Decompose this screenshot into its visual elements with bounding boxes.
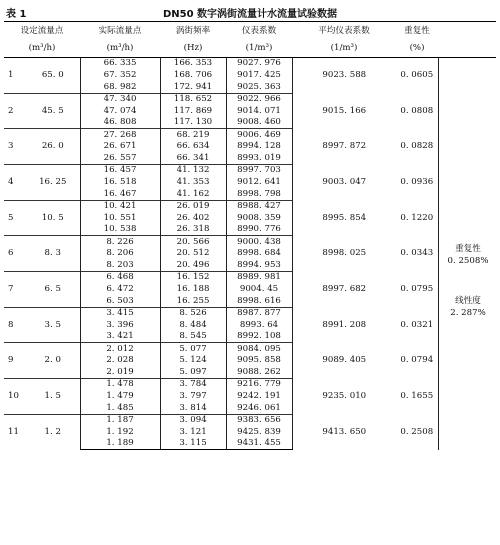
overall-repeatability-value: 0. 2508%: [447, 255, 489, 266]
group-index: 5: [4, 200, 26, 236]
vortex-frequency-cell: 166. 353: [160, 58, 226, 70]
vortex-frequency-cell: 26. 402: [160, 212, 226, 224]
table-row: [4, 93, 496, 105]
vortex-frequency-cell: 66. 634: [160, 141, 226, 153]
vortex-frequency-cell: 3. 115: [160, 438, 226, 450]
group-index: 6: [4, 236, 26, 272]
table-title: DN50 数字涡街流量计水流量试验数据: [162, 9, 338, 20]
header-set-flow: 设定流量点: [4, 22, 80, 41]
vortex-frequency-cell: 3. 797: [160, 390, 226, 402]
set-flow-point: 10. 5: [26, 200, 80, 236]
actual-flow-cell: 3. 415: [80, 307, 160, 319]
actual-flow-cell: 1. 192: [80, 426, 160, 438]
table-row: [4, 200, 496, 212]
header-repeatability-unit: (%): [396, 40, 438, 58]
repeatability-value: 0. 0795: [400, 284, 434, 295]
meter-coefficient-cell: 9014. 071: [226, 105, 292, 117]
meter-coefficient-cell: 8988. 427: [226, 200, 292, 212]
meter-coefficient-cell: 9017. 425: [226, 69, 292, 81]
table-header: [4, 22, 496, 58]
table-row: [4, 343, 496, 355]
average-coefficient: 9015. 166: [322, 105, 367, 116]
actual-flow-cell: 2. 028: [80, 355, 160, 367]
actual-flow-cell: 47. 074: [80, 105, 160, 117]
meter-coefficient-cell: 9008. 460: [226, 117, 292, 129]
average-coefficient: 8997. 872: [322, 141, 367, 152]
actual-flow-cell: 1. 189: [80, 438, 160, 450]
set-flow-point: 65. 0: [26, 58, 80, 94]
meter-coefficient-cell: 9431. 455: [226, 438, 292, 450]
actual-flow-cell: 1. 478: [80, 379, 160, 391]
meter-coefficient-cell: 9012. 641: [226, 176, 292, 188]
meter-coefficient-cell: 9246. 061: [226, 402, 292, 414]
overall-repeatability: [438, 244, 498, 267]
meter-coefficient-cell: 8990. 776: [226, 224, 292, 236]
meter-coefficient-cell: 9022. 966: [226, 93, 292, 105]
vortex-frequency-cell: 3. 784: [160, 379, 226, 391]
average-coefficient: 8991. 208: [322, 319, 367, 330]
actual-flow-cell: 67. 352: [80, 69, 160, 81]
header-blank: [438, 22, 496, 41]
average-coefficient: 9003. 047: [322, 177, 367, 188]
actual-flow-cell: 3. 396: [80, 319, 160, 331]
vortex-frequency-cell: 168. 706: [160, 69, 226, 81]
actual-flow-cell: 8. 206: [80, 248, 160, 260]
actual-flow-cell: 26. 557: [80, 153, 160, 165]
repeatability-value: 0. 0808: [400, 105, 434, 116]
table-row: [4, 165, 496, 177]
meter-coefficient-cell: 8993. 64: [226, 319, 292, 331]
meter-coefficient-cell: 8998. 684: [226, 248, 292, 260]
actual-flow-cell: 6. 503: [80, 295, 160, 307]
repeatability-value: 0. 1655: [400, 391, 434, 402]
repeatability-value: 0. 0936: [400, 177, 434, 188]
actual-flow-cell: 16. 467: [80, 188, 160, 200]
group-index: 7: [4, 272, 26, 308]
vortex-frequency-cell: 20. 566: [160, 236, 226, 248]
set-flow-point: 1. 5: [26, 379, 80, 415]
overall-repeatability-label: 重复性: [455, 244, 481, 254]
average-coefficient: 9089. 405: [322, 355, 367, 366]
vortex-frequency-cell: 41. 162: [160, 188, 226, 200]
table-row: [4, 307, 496, 319]
actual-flow-cell: 27. 268: [80, 129, 160, 141]
table-row: [4, 58, 496, 70]
meter-coefficient-cell: 8993. 019: [226, 153, 292, 165]
group-index: 9: [4, 343, 26, 379]
header-set-flow-unit: (m³/h): [4, 40, 80, 58]
set-flow-point: 16. 25: [26, 165, 80, 201]
actual-flow-cell: 16. 457: [80, 165, 160, 177]
actual-flow-cell: 8. 226: [80, 236, 160, 248]
set-flow-point: 1. 2: [26, 414, 80, 450]
overall-linearity: [438, 296, 498, 319]
actual-flow-cell: 3. 421: [80, 331, 160, 343]
actual-flow-cell: 26. 671: [80, 141, 160, 153]
meter-coefficient-cell: 8998. 798: [226, 188, 292, 200]
repeatability-value: 0. 0794: [400, 355, 434, 366]
vortex-frequency-cell: 3. 094: [160, 414, 226, 426]
vortex-frequency-cell: 5. 077: [160, 343, 226, 355]
average-coefficient: 9413. 650: [322, 426, 367, 437]
group-index: 1: [4, 58, 26, 94]
vortex-frequency-cell: 5. 124: [160, 355, 226, 367]
table-label: 表 1: [6, 9, 27, 20]
vortex-frequency-cell: 16. 255: [160, 295, 226, 307]
vortex-frequency-cell: 3. 121: [160, 426, 226, 438]
overall-linearity-value: 2. 287%: [450, 307, 486, 318]
vortex-frequency-cell: 41. 353: [160, 176, 226, 188]
vortex-frequency-cell: 20. 512: [160, 248, 226, 260]
meter-coefficient-cell: 9027. 976: [226, 58, 292, 70]
set-flow-point: 3. 5: [26, 307, 80, 343]
table-caption: [4, 4, 496, 20]
meter-coefficient-cell: 8992. 108: [226, 331, 292, 343]
vortex-frequency-cell: 118. 652: [160, 93, 226, 105]
actual-flow-cell: 16. 518: [80, 176, 160, 188]
actual-flow-cell: 1. 187: [80, 414, 160, 426]
meter-coefficient-cell: 8998. 616: [226, 295, 292, 307]
actual-flow-cell: 6. 468: [80, 272, 160, 284]
group-index: 4: [4, 165, 26, 201]
meter-coefficient-cell: 9216. 779: [226, 379, 292, 391]
table-row: [4, 414, 496, 426]
group-index: 11: [4, 414, 26, 450]
actual-flow-cell: 8. 203: [80, 260, 160, 272]
table-row: [4, 236, 496, 248]
header-avg-coef: 平均仪表系数: [292, 22, 396, 41]
table-body: [4, 58, 496, 450]
meter-coefficient-cell: 9242. 191: [226, 390, 292, 402]
group-index: 2: [4, 93, 26, 129]
repeatability-value: 0. 0828: [400, 141, 434, 152]
vortex-frequency-cell: 41. 132: [160, 165, 226, 177]
average-coefficient: 9023. 588: [322, 70, 367, 81]
meter-coefficient-cell: 9383. 656: [226, 414, 292, 426]
meter-coefficient-cell: 9006. 469: [226, 129, 292, 141]
meter-coefficient-cell: 8997. 703: [226, 165, 292, 177]
meter-coefficient-cell: 8994. 953: [226, 260, 292, 272]
repeatability-value: 0. 0343: [400, 248, 434, 259]
vortex-frequency-cell: 66. 341: [160, 153, 226, 165]
table-row: [4, 379, 496, 391]
vortex-frequency-cell: 16. 152: [160, 272, 226, 284]
vortex-frequency-cell: 117. 130: [160, 117, 226, 129]
actual-flow-cell: 6. 472: [80, 283, 160, 295]
header-repeatability: 重复性: [396, 22, 438, 41]
set-flow-point: 8. 3: [26, 236, 80, 272]
vortex-frequency-cell: 117. 869: [160, 105, 226, 117]
average-coefficient: 9235. 010: [322, 391, 367, 402]
table-row: [4, 129, 496, 141]
vortex-frequency-cell: 5. 097: [160, 367, 226, 379]
actual-flow-cell: 2. 019: [80, 367, 160, 379]
set-flow-point: 2. 0: [26, 343, 80, 379]
meter-coefficient-cell: 8994. 128: [226, 141, 292, 153]
actual-flow-cell: 1. 485: [80, 402, 160, 414]
header-avg-coef-unit: (1/m³): [292, 40, 396, 58]
actual-flow-cell: 10. 538: [80, 224, 160, 236]
repeatability-value: 0. 0605: [400, 70, 434, 81]
actual-flow-cell: 66. 335: [80, 58, 160, 70]
vortex-frequency-cell: 8. 545: [160, 331, 226, 343]
actual-flow-cell: 47. 340: [80, 93, 160, 105]
actual-flow-cell: 46. 808: [80, 117, 160, 129]
average-coefficient: 8998. 025: [322, 248, 367, 259]
set-flow-point: 6. 5: [26, 272, 80, 308]
group-index: 10: [4, 379, 26, 415]
vortex-frequency-cell: 20. 496: [160, 260, 226, 272]
vortex-frequency-cell: 26. 019: [160, 200, 226, 212]
repeatability-value: 0. 2508: [400, 426, 434, 437]
vortex-frequency-cell: 16. 188: [160, 283, 226, 295]
vortex-frequency-cell: 8. 526: [160, 307, 226, 319]
header-vortex-freq: 涡街频率: [160, 22, 226, 41]
overall-linearity-label: 线性度: [455, 296, 481, 306]
meter-coefficient-cell: 9095. 858: [226, 355, 292, 367]
actual-flow-cell: 2. 012: [80, 343, 160, 355]
vortex-frequency-cell: 26. 318: [160, 224, 226, 236]
header-vortex-freq-unit: (Hz): [160, 40, 226, 58]
repeatability-value: 0. 0321: [400, 319, 434, 330]
average-coefficient: 8995. 854: [322, 212, 367, 223]
meter-coefficient-cell: 9425. 839: [226, 426, 292, 438]
actual-flow-cell: 10. 551: [80, 212, 160, 224]
vortex-frequency-cell: 68. 219: [160, 129, 226, 141]
actual-flow-cell: 1. 479: [80, 390, 160, 402]
set-flow-point: 26. 0: [26, 129, 80, 165]
vortex-frequency-cell: 8. 484: [160, 319, 226, 331]
table-row: [4, 272, 496, 284]
header-blank-2: [438, 40, 496, 58]
meter-coefficient-cell: 9008. 359: [226, 212, 292, 224]
header-meter-coef: 仪表系数: [226, 22, 292, 41]
meter-coefficient-cell: 8987. 877: [226, 307, 292, 319]
repeatability-value: 0. 1220: [400, 212, 434, 223]
vortex-frequency-cell: 3. 814: [160, 402, 226, 414]
average-coefficient: 8997. 682: [322, 284, 367, 295]
actual-flow-cell: 10. 421: [80, 200, 160, 212]
meter-coefficient-cell: 9084. 095: [226, 343, 292, 355]
flow-test-table: [4, 21, 496, 450]
actual-flow-cell: 68. 982: [80, 81, 160, 93]
vortex-frequency-cell: 172. 941: [160, 81, 226, 93]
meter-coefficient-cell: 9088. 262: [226, 367, 292, 379]
group-index: 3: [4, 129, 26, 165]
header-meter-coef-unit: (1/m³): [226, 40, 292, 58]
set-flow-point: 45. 5: [26, 93, 80, 129]
meter-coefficient-cell: 9000. 438: [226, 236, 292, 248]
header-actual-flow-unit: (m³/h): [80, 40, 160, 58]
header-actual-flow: 实际流量点: [80, 22, 160, 41]
group-index: 8: [4, 307, 26, 343]
meter-coefficient-cell: 9004. 45: [226, 283, 292, 295]
meter-coefficient-cell: 8989. 981: [226, 272, 292, 284]
meter-coefficient-cell: 9025. 363: [226, 81, 292, 93]
